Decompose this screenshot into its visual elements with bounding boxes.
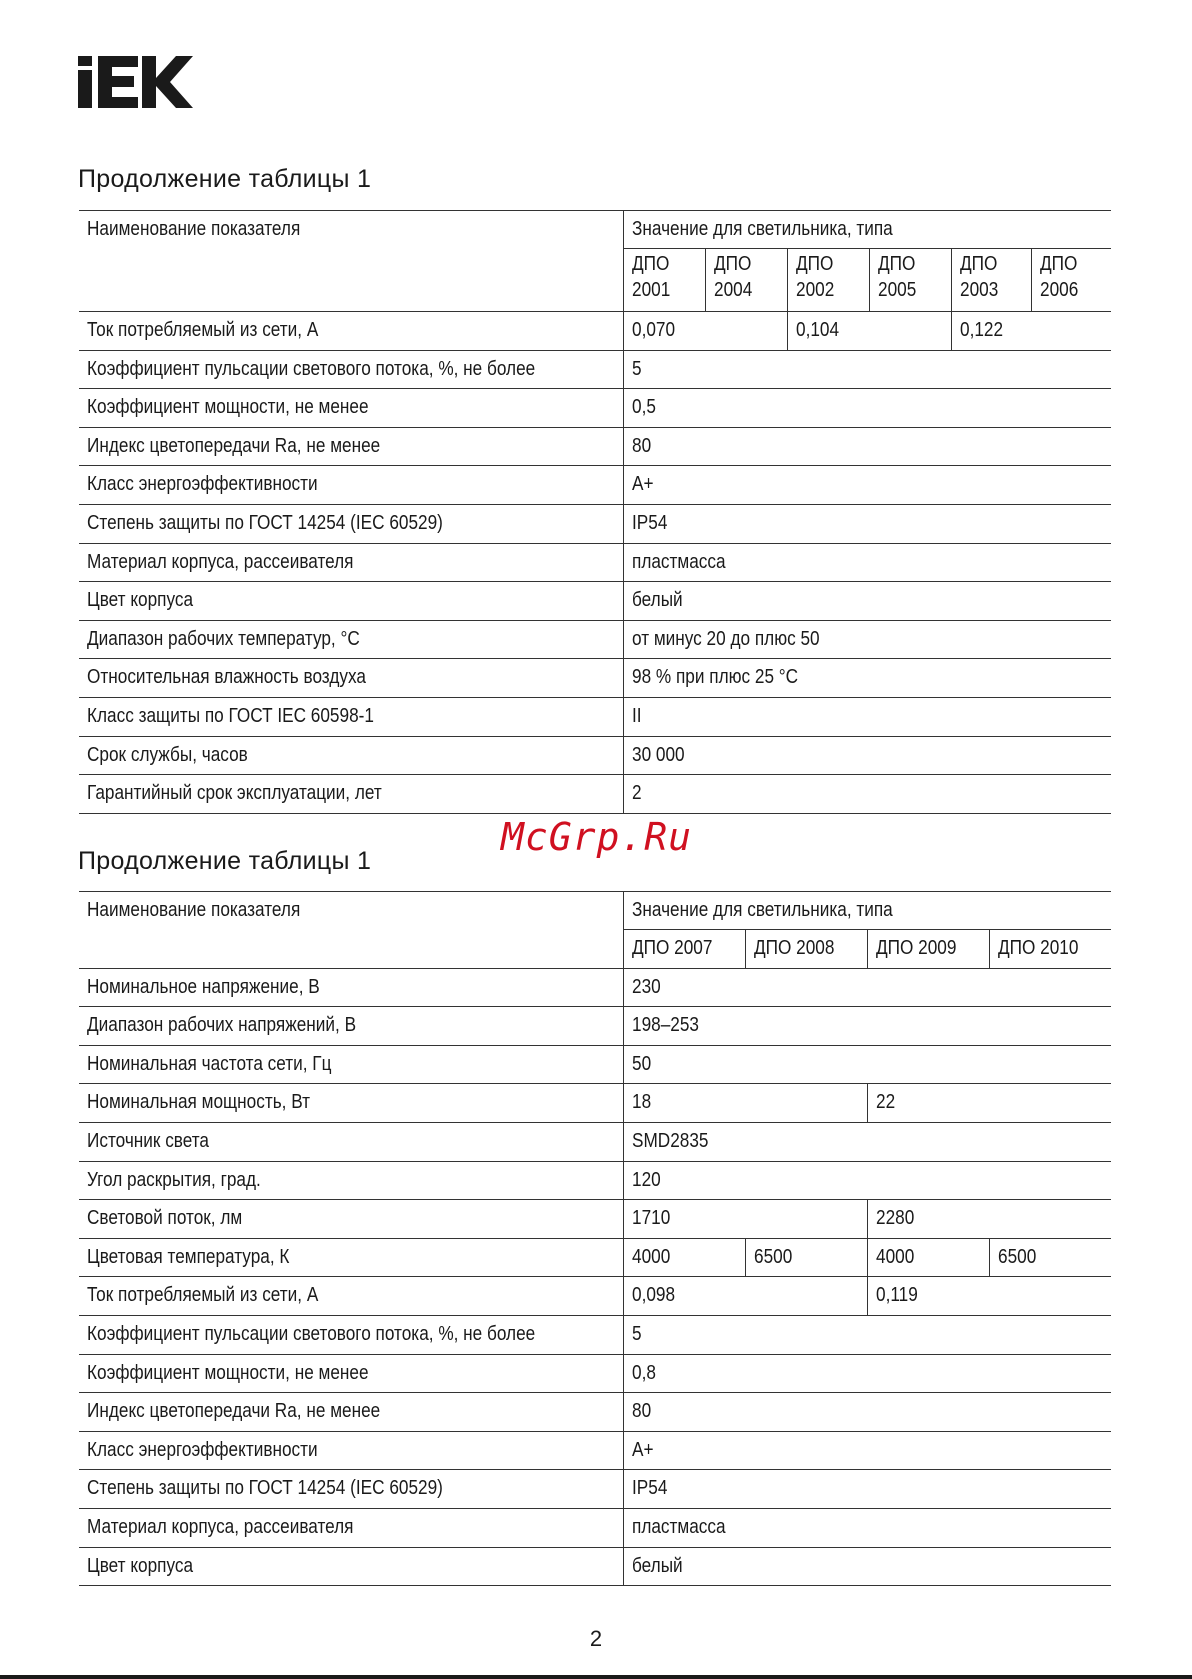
section-title: Продолжение таблицы 1 xyxy=(78,165,372,193)
model-cell: ДПО 2007 xyxy=(623,930,745,969)
row-value: 2280 xyxy=(867,1200,1111,1239)
model-cell: ДПО 2008 xyxy=(745,930,867,969)
row-value: 80 xyxy=(623,427,1111,466)
table-row xyxy=(79,466,1111,505)
table-row xyxy=(79,389,1111,428)
row-value: 50 xyxy=(623,1045,1111,1084)
page-number: 2 xyxy=(589,1626,603,1651)
row-value: 80 xyxy=(623,1393,1111,1432)
row-value: A+ xyxy=(623,466,1111,505)
spec-table-2 xyxy=(79,891,1111,1586)
row-label: Класс энергоэффективности xyxy=(79,1431,623,1470)
table-row xyxy=(79,582,1111,621)
row-label: Цвет корпуса xyxy=(79,582,623,621)
row-value: SMD2835 xyxy=(623,1122,1111,1161)
table-row xyxy=(79,312,1111,351)
row-value: 0,119 xyxy=(867,1277,1111,1316)
row-value: от минус 20 до плюс 50 xyxy=(623,620,1111,659)
row-label: Диапазон рабочих напряжений, В xyxy=(79,1007,623,1046)
model-cell: ДПО 2006 xyxy=(1031,249,1111,312)
row-label: Срок службы, часов xyxy=(79,736,623,775)
table-row xyxy=(79,1122,1111,1161)
row-value: белый xyxy=(623,1547,1111,1586)
row-value: 0,122 xyxy=(951,312,1111,351)
row-label: Коэффициент мощности, не менее xyxy=(79,1354,623,1393)
model-cell: ДПО 2002 xyxy=(787,249,869,312)
table-row xyxy=(79,1200,1111,1239)
model-cell: ДПО 2003 xyxy=(951,249,1031,312)
row-label: Номинальная частота сети, Гц xyxy=(79,1045,623,1084)
table-row xyxy=(79,1470,1111,1509)
row-label: Материал корпуса, рассеивателя xyxy=(79,543,623,582)
table-header-row xyxy=(79,211,1111,249)
table-row xyxy=(79,1508,1111,1547)
table-row xyxy=(79,1354,1111,1393)
table-row xyxy=(79,1161,1111,1200)
row-value: белый xyxy=(623,582,1111,621)
row-label: Ток потребляемый из сети, А xyxy=(79,1277,623,1316)
row-label: Относительная влажность воздуха xyxy=(79,659,623,698)
table-row xyxy=(79,968,1111,1007)
row-value: 18 xyxy=(623,1084,867,1123)
model-cell: ДПО 2009 xyxy=(867,930,989,969)
table-row xyxy=(79,1431,1111,1470)
row-label: Номинальное напряжение, В xyxy=(79,968,623,1007)
row-value: 0,098 xyxy=(623,1277,867,1316)
table-row xyxy=(79,427,1111,466)
row-value: 1710 xyxy=(623,1200,867,1239)
row-value: 0,8 xyxy=(623,1354,1111,1393)
table-row xyxy=(79,775,1111,814)
row-value: 230 xyxy=(623,968,1111,1007)
model-cell: ДПО 2004 xyxy=(705,249,787,312)
row-label: Угол раскрытия, град. xyxy=(79,1161,623,1200)
row-label: Степень защиты по ГОСТ 14254 (IEC 60529) xyxy=(79,1470,623,1509)
table-row xyxy=(79,1315,1111,1354)
row-value: пластмасса xyxy=(623,543,1111,582)
row-value: IP54 xyxy=(623,1470,1111,1509)
table-row xyxy=(79,504,1111,543)
table-row xyxy=(79,1007,1111,1046)
row-value: пластмасса xyxy=(623,1508,1111,1547)
header-value: Значение для светильника, типа xyxy=(623,211,1111,249)
table-row xyxy=(79,350,1111,389)
row-value: 98 % при плюс 25 °С xyxy=(623,659,1111,698)
row-value: 5 xyxy=(623,350,1111,389)
row-value: 0,070 xyxy=(623,312,787,351)
row-value: 6500 xyxy=(745,1238,867,1277)
bottom-rule xyxy=(0,1675,1192,1679)
table-header-row xyxy=(79,892,1111,930)
row-label: Цвет корпуса xyxy=(79,1547,623,1586)
row-value: 2 xyxy=(623,775,1111,814)
header-param: Наименование показателя xyxy=(79,892,623,969)
row-value: 22 xyxy=(867,1084,1111,1123)
row-label: Индекс цветопередачи Ra, не менее xyxy=(79,427,623,466)
header-value: Значение для светильника, типа xyxy=(623,892,1111,930)
table-row xyxy=(79,697,1111,736)
table-row xyxy=(79,620,1111,659)
row-value: 4000 xyxy=(867,1238,989,1277)
row-value: 30 000 xyxy=(623,736,1111,775)
row-label: Материал корпуса, рассеивателя xyxy=(79,1508,623,1547)
table-row xyxy=(79,1277,1111,1316)
section-title: Продолжение таблицы 1 xyxy=(78,847,372,875)
row-label: Источник света xyxy=(79,1122,623,1161)
table-row xyxy=(79,1547,1111,1586)
table-row xyxy=(79,1045,1111,1084)
table-row xyxy=(79,1084,1111,1123)
row-value: 6500 xyxy=(989,1238,1111,1277)
row-label: Номинальная мощность, Вт xyxy=(79,1084,623,1123)
row-value: A+ xyxy=(623,1431,1111,1470)
row-value: IP54 xyxy=(623,504,1111,543)
spec-table-1 xyxy=(79,210,1111,814)
row-label: Класс энергоэффективности xyxy=(79,466,623,505)
model-cell: ДПО 2010 xyxy=(989,930,1111,969)
row-value: 0,104 xyxy=(787,312,951,351)
model-cell: ДПО 2005 xyxy=(869,249,951,312)
model-cell: ДПО 2001 xyxy=(623,249,705,312)
header-param: Наименование показателя xyxy=(79,211,623,312)
table-row xyxy=(79,1238,1111,1277)
iek-logo xyxy=(78,56,193,108)
row-label: Коэффициент мощности, не менее xyxy=(79,389,623,428)
row-value: 0,5 xyxy=(623,389,1111,428)
table-row xyxy=(79,543,1111,582)
table-row xyxy=(79,736,1111,775)
row-label: Коэффициент пульсации светового потока, %, не более xyxy=(79,1315,623,1354)
row-label: Ток потребляемый из сети, А xyxy=(79,312,623,351)
table-row xyxy=(79,659,1111,698)
row-value: II xyxy=(623,697,1111,736)
row-value: 198–253 xyxy=(623,1007,1111,1046)
row-label: Коэффициент пульсации светового потока, %, не более xyxy=(79,350,623,389)
row-label: Цветовая температура, К xyxy=(79,1238,623,1277)
row-value: 120 xyxy=(623,1161,1111,1200)
row-value: 5 xyxy=(623,1315,1111,1354)
row-label: Гарантийный срок эксплуатации, лет xyxy=(79,775,623,814)
row-label: Класс защиты по ГОСТ IEC 60598-1 xyxy=(79,697,623,736)
row-label: Индекс цветопередачи Ra, не менее xyxy=(79,1393,623,1432)
watermark: McGrp.Ru xyxy=(501,815,693,859)
row-label: Световой поток, лм xyxy=(79,1200,623,1239)
row-label: Степень защиты по ГОСТ 14254 (IEC 60529) xyxy=(79,504,623,543)
row-value: 4000 xyxy=(623,1238,745,1277)
table-row xyxy=(79,1393,1111,1432)
row-label: Диапазон рабочих температур, °С xyxy=(79,620,623,659)
